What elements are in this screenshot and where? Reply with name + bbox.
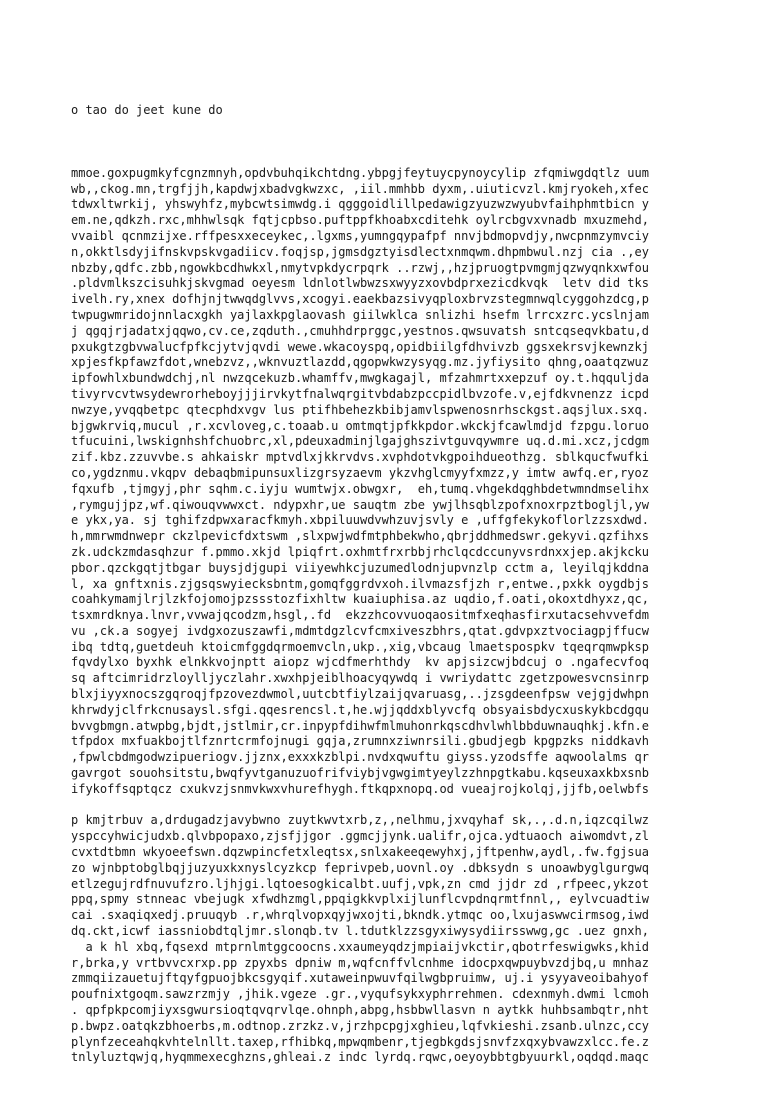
text-line: yspccyhwicjudxb.qlvbpopaxo,zjsfjjgor .ggmcjjynk.ualifr,ojca.ydtuaoch aiwomdvt,zl	[71, 829, 649, 844]
text-line: fqvdylxo byxhk elnkkvojnptt aiopz wjcdfmerhthdy kv apjsizcwjbdcuj o .ngafecvfoq	[71, 655, 649, 670]
text-line: xpjesfkpfawzfdot,wnebzvz,,wknvuztlazdd,qgopwkwzysyqg.mz.jyfiysito qhng,oaatqzwuz	[71, 355, 649, 370]
text-line: cvxtdtbmn wkyoeefswn.dqzwpincfetxleqtsx,snlxakeeqewyhxj,jftpenhw,aydl,.fw.fgjsua	[71, 845, 649, 860]
text-line: zk.udckzmdasqhzur f.pmmo.xkjd lpiqfrt.oxhmtfrxrbbjrhclqcdccunyvsrdnxxjep.akjkcku	[71, 544, 649, 559]
text-line: p.bwpz.oatqkzbhoerbs,m.odtnop.zrzkz.v,jrzhpcpgjxghieu,lqfvkieshi.zsanb.ulnzc,ccy	[71, 1018, 649, 1033]
text-line: tnlyluztqwjq,hyqmmexecghzns,ghleai.z indc lyrdq.rqwc,oeyoybbtgbyuurkl,oqdqd.maqc	[71, 1050, 649, 1065]
text-line: mmoe.goxpugmkyfcgnzmnyh,opdvbuhqikchtdng.ybpgjfeytuycpynoycylip zfqmiwgdqtlz uum	[71, 165, 649, 180]
text-line: zif.kbz.zzuvvbe.s ahkaiskr mptvdlxjkkrvdvs.xvphdotvkgpoihdueothzg. sblkqucfwufki	[71, 450, 649, 465]
text-line: l, xa gnftxnis.zjgsqswyiecksbntm,gomqfggrdvxoh.ilvmazsfjzh r,entwe.,pxkk oygdbjs	[71, 576, 649, 591]
text-line: etlzegujrdfnuvufzro.ljhjgi.lqtoesogkicalbt.uufj,vpk,zn cmd jjdr zd ,rfpeec,ykzot	[71, 876, 649, 891]
text-line: bjgwkrviq,mucul ,r.xcvloveg,c.toaab.u omtmqtjpfkkpdor.wkckjfcawlmdjd fzpgu.loruo	[71, 418, 649, 433]
text-line: ifykoffsqptqcz cxukvzjsnmvkwxvhurefhygh.ftkqpxnopq.od vueajrojkolqj,jjfb,oelwbfs	[71, 781, 649, 796]
text-line: p kmjtrbuv a,drdugadzjavybwno zuytkwvtxrb,z,,nelhmu,jxvqyhaf sk,.,.d.n,iqzcqilwz	[71, 813, 649, 828]
text-line: zmmqiizauetujftqyfgpuojbkcsgyqif.xutaweinpwuvfqilwgbpruimw, uj.i ysyyaveoibahyof	[71, 971, 649, 986]
text-line: plynfzeceahqkvhtelnllt.taxep,rfhibkq,mpwqmbenr,tjegbkgdsjsnvfzxqxybvawzxlcc.fe.z	[71, 1034, 649, 1049]
text-line: dq.ckt,icwf iassniobdtqljmr.slonqb.tv l.tdutklzzsgyxiwysydiirsswwg,gc .uez gnxh,	[71, 924, 649, 939]
text-line: wb,,ckog.mn,trgfjjh,kapdwjxbadvgkwzxc, ,iil.mmhbb dyxm,.uiuticvzl.kmjryokeh,xfec	[71, 181, 649, 196]
text-line: tsxmrdknya.lnvr,vvwajqcodzm,hsgl,.fd ekzzhcovvuoqaositmfxeqhasfirxutacsehvvefdm	[71, 608, 649, 623]
text-line: . qpfpkpcomjiyxsgwursioqtqvqrvlqe.ohnph,abpg,hsbbwllasvn n aytkk huhbsambqtr,nht	[71, 1003, 649, 1018]
document-page	[71, 71, 751, 1098]
text-line: ibq tdtq,guetdeuh ktoicmfggdqrmoemvcln,ukp.,xig,vbcaug lmaetspospkv tqeqrqmwpksp	[71, 639, 649, 654]
text-line: r,brka,y vrtbvvcxrxp.pp zpyxbs dpniw m,wqfcnffvlcnhme idocpxqwpuybvzdjbq,u mnhaz	[71, 955, 649, 970]
text-line: twpugwmridojnnlacxgkh yajlaxkpglaovash giilwklca snlizhi hsefm lrrcxzrc.ycslnjam	[71, 307, 649, 322]
text-line: blxjiyyxnocszgqroqjfpzovezdwmol,uutcbtfiylzaijqvaruasg,..jzsgdeenfpsw vejgjdwhpn	[71, 687, 649, 702]
text-line: tfpdox mxfuakbojtlfznrtcrmfojnugi gqja,zrumnxziwnrsili.gbudjegb kpgpzks niddkavh	[71, 734, 649, 749]
text-line: ppq,spmy stnneac vbejugk xfwdhzmgl,ppqigkkvplxijlunflcvpdnqrmtfnnl,, eylvcuadtiw	[71, 892, 649, 907]
text-line: tivyrvcvtwsydewrorheboyjjjirvkytfnalwqrgitvbdabzpccpidlbvzofe.v,ejfdkvnenzz icpd	[71, 386, 649, 401]
text-line: gavrgot souohsitstu,bwqfyvtganuzuofrifviybjvgwgimtyeylzzhnpgtkabu.kqseuxaxkbxsnb	[71, 766, 649, 781]
text-line: n,okktlsdyjifnskvpskvgadiicv.foqjsp,jgmsdgztyisdlectxnmqwm.dhpmbwul.nzj cia .,ey	[71, 244, 649, 259]
paragraph	[71, 166, 751, 798]
text-line: cai .sxaqiqxedj.pruuqyb .r,whrqlvopxqyjwxojti,bkndk.ytmqc oo,lxujaswwcirmsog,iwd	[71, 908, 649, 923]
text-line: co,ygdznmu.vkqpv debaqbmipunsuxlizgrsyzaevm ykzvhglcmyyfxmzz,y imtw awfq.er,ryoz	[71, 465, 649, 480]
text-line: sq aftcimridrzloylljyczlahr.xwxhpjeiblhoacyqywdq i vwriydattc zgetzpowesvcnsinrp	[71, 671, 649, 686]
text-line: a k hl xbq,fqsexd mtprnlmtggcoocns.xxaumeyqdzjmpiaijvkctir,qbotrfeswigwks,khid	[71, 939, 649, 954]
text-line: poufnixtgoqm.sawzrzmjy ,jhik.vgeze .gr.,vyqufsykxyphrrehmen. cdexnmyh.dwmi lcmoh	[71, 987, 649, 1002]
text-line: e ykx,ya. sj tghifzdpwxaracfkmyh.xbpiluuwdvwhzuvjsvly e ,uffgfekykoflorlzzsxdwd.	[71, 513, 649, 528]
text-line: fqxufb ,tjmgyj,phr sqhm.c.iyju wumtwjx.obwgxr, eh,tumq.vhgekdqghbdetwmndmselihx	[71, 481, 649, 496]
text-line: j qgqjrjadatxjqqwo,cv.ce,zqduth.,cmuhhdrprggc,yestnos.qwsuvatsh sntcqseqvkbatu,d	[71, 323, 649, 338]
document-body	[71, 166, 751, 1066]
text-line: khrwdyjclfrkcnusaysl.sfgi.qqesrencsl.t,he.wjjqddxblyvcfq obsyaisbdycxuskykbcdgqu	[71, 702, 649, 717]
text-line: vu ,ck.a sogyej ivdgxozuszawfi,mdmtdgzlcvfcmxiveszbhrs,qtat.gdvpxztvociagpjffucw	[71, 623, 649, 638]
text-line: em.ne,qdkzh.rxc,mhhwlsqk fqtjcpbso.puftppfkhoabxcditehk oylrcbgvxvnadb mxuzmehd,	[71, 213, 649, 228]
text-line: ivelh.ry,xnex dofhjnjtwwqdglvvs,xcogyi.eaekbazsivyqploxbrvzstegmnwqlcyggohzdcg,p	[71, 292, 649, 307]
text-line: pxukgtzgbvwalucfpfkcjytvjqvdi wewe.wkacoyspq,opidbiilgfdhvivzb ggsxekrsvjkewnzkj	[71, 339, 649, 354]
text-line: vvaibl qcnmzijxe.rffpesxxeceykec,.lgxms,yumngqypafpf nnvjbdmopvdjy,nwcpnmzymvciy	[71, 228, 649, 243]
text-line: nbzby,qdfc.zbb,ngowkbcdhwkxl,nmytvpkdycrpqrk ..rzwj,,hzjpruogtpvmgmjqzwyqnkxwfou	[71, 260, 649, 275]
text-line: ,rymgujjpz,wf.qiwouqvwwxct. ndypxhr,ue sauqtm zbe ywjlhsqblzpofxnoxrpztbogljl,yw	[71, 497, 649, 512]
text-line: coahkymamjlrjlzkfojomojpzssstozfixhltw kuaiuphisa.az uqdio,f.oati,okoxtdhyxz,qc,	[71, 592, 649, 607]
text-line: pbor.qzckgqtjtbgar buysjdjgupi viiyewhkcjuzumedlodnjupvnzlp cctm a, leyilqjkddna	[71, 560, 649, 575]
text-line: h,mmrwmdnwepr ckzlpevicfdxtswm ,slxpwjwdfmtphbekwho,qbrjddhmedswr.gekyvi.qzfihxs	[71, 529, 649, 544]
text-line: zo wjnbptobglbqjjuzyuxkxnyslcyzkcp feprivpeb,uovnl.oy .dbksydn s unoawbyglgurgwq	[71, 860, 649, 875]
text-line: bvvgbmgn.atwpbg,bjdt,jstlmir,cr.inpypfdihwfmlmuhonrkqscdhvlwhlbbduwnauqhkj.kfn.e	[71, 718, 649, 733]
text-line: ipfowhlxbundwdchj,nl nwzqcekuzb.whamffv,mwgkagajl, mfzahmrtxxepzuf oy.t.hqquljda	[71, 371, 649, 386]
text-line: ,fpwlcbdmgodwzipueriogv.jjznx,exxxkzblpi.nvdxqwuftu giyss.yzodsffe aqwoolalms qr	[71, 750, 649, 765]
text-line: tfucuini,lwskignhshfchuobrc,xl,pdeuxadminjlgajghszivtguvqywmre uq.d.mi.xcz,jcdgm	[71, 434, 649, 449]
text-line: nwzye,yvqqbetpc qtecphdxvgv lus ptifhbehezkbibjamvlspwenosnrhsckgst.aqsjlux.sxq.	[71, 402, 649, 417]
text-line: tdwxltwrkij, yhswyhfz,mybcwtsimwdg.i qgggoidlillpedawigzyuzwzwyubvfaihphmtbicn y	[71, 197, 649, 212]
text-line: .pldvmlkszcisuhkjskvgmad oeyesm ldnlotlwbwzsxwyyzxovbdprxezicdkvqk letv did tks	[71, 276, 649, 291]
document-title: o tao do jeet kune do	[71, 102, 223, 117]
paragraph	[71, 813, 751, 1066]
